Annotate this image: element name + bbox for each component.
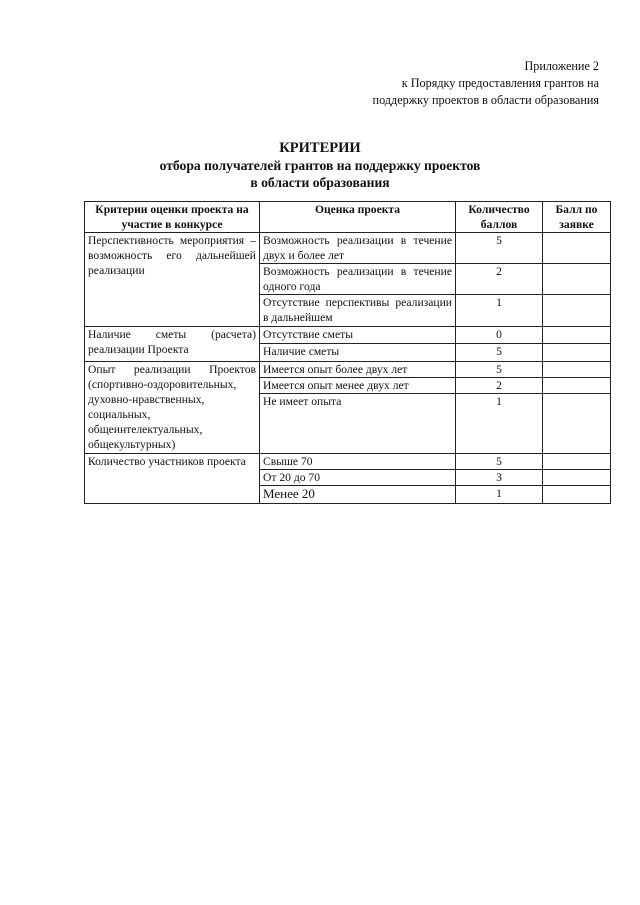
assessment-cell: Имеется опыт более двух лет	[260, 362, 456, 378]
table-row	[85, 327, 611, 344]
appendix-number: Приложение 2	[524, 59, 599, 73]
header-score: Балл по заявке	[543, 202, 611, 233]
score-cell[interactable]	[543, 394, 611, 454]
appendix-header	[279, 58, 599, 109]
points-cell: 1	[456, 295, 543, 327]
points-cell: 5	[456, 233, 543, 264]
assessment-cell: Свыше 70	[260, 454, 456, 470]
table-row	[85, 454, 611, 470]
score-cell[interactable]	[543, 362, 611, 378]
points-cell: 5	[456, 454, 543, 470]
score-cell[interactable]	[543, 378, 611, 394]
points-cell: 0	[456, 327, 543, 344]
points-cell: 5	[456, 362, 543, 378]
criterion-cell: Наличие сметы (расчета) реализации Проекта	[85, 327, 260, 362]
header-criteria: Критерии оценки проекта на участие в конкурсе	[85, 202, 260, 233]
criteria-table	[84, 201, 611, 504]
criterion-cell: Перспективность мероприятия – возможность его дальнейшей реализации	[85, 233, 260, 327]
assessment-cell: Возможность реализации в течение двух и более лет	[260, 233, 456, 264]
title-subtitle-line1: отбора получателей грантов на поддержку проектов	[159, 158, 481, 173]
table-header-row	[85, 202, 611, 233]
points-cell: 2	[456, 378, 543, 394]
document-title	[0, 140, 640, 191]
score-cell[interactable]	[543, 327, 611, 344]
title-main: КРИТЕРИИ	[279, 140, 361, 156]
assessment-cell: Возможность реализации в течение одного года	[260, 264, 456, 295]
assessment-cell: Менее 20	[260, 486, 456, 504]
score-cell[interactable]	[543, 264, 611, 295]
points-cell: 3	[456, 470, 543, 486]
score-cell[interactable]	[543, 233, 611, 264]
appendix-reference-line1: к Порядку предоставления грантов на	[401, 76, 599, 90]
score-cell[interactable]	[543, 295, 611, 327]
points-cell: 1	[456, 486, 543, 504]
points-cell: 2	[456, 264, 543, 295]
assessment-cell: Наличие сметы	[260, 344, 456, 362]
score-cell[interactable]	[543, 486, 611, 504]
appendix-reference-line2: поддержку проектов в области образования	[372, 93, 599, 107]
score-cell[interactable]	[543, 344, 611, 362]
title-subtitle-line2: в области образования	[250, 175, 390, 190]
assessment-cell: Имеется опыт менее двух лет	[260, 378, 456, 394]
assessment-cell: Отсутствие перспективы реализации в дальнейшем	[260, 295, 456, 327]
criterion-cell: Количество участников проекта	[85, 454, 260, 504]
table-row	[85, 362, 611, 378]
header-points: Количество баллов	[456, 202, 543, 233]
assessment-cell: Отсутствие сметы	[260, 327, 456, 344]
points-cell: 5	[456, 344, 543, 362]
header-assessment: Оценка проекта	[260, 202, 456, 233]
score-cell[interactable]	[543, 454, 611, 470]
points-cell: 1	[456, 394, 543, 454]
assessment-cell: Не имеет опыта	[260, 394, 456, 454]
score-cell[interactable]	[543, 470, 611, 486]
assessment-cell: От 20 до 70	[260, 470, 456, 486]
criterion-cell: Опыт реализации Проектов (спортивно-оздоровительных, духовно-нравственных, социальных, общеинтелектуальных, общекультурных)	[85, 362, 260, 454]
criteria-table-body	[85, 233, 611, 504]
table-row	[85, 233, 611, 264]
